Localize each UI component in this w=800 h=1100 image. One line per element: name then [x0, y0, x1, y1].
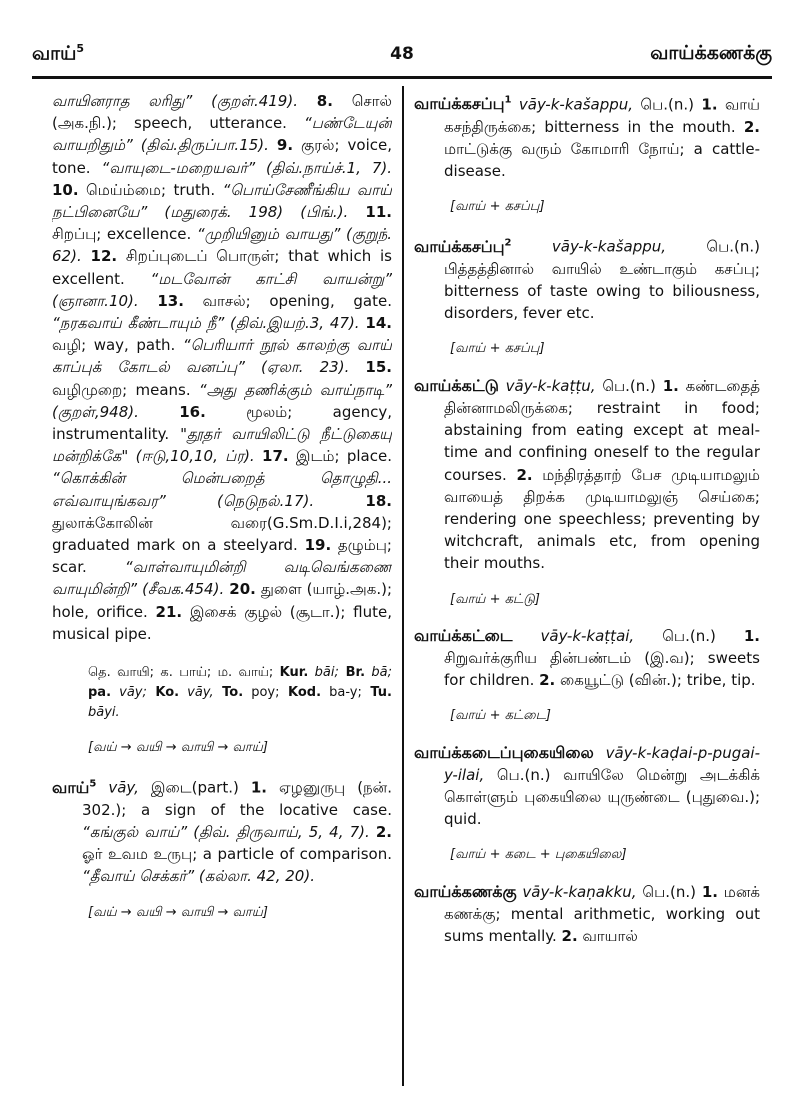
- entry-vaykkasappu1: [414, 90, 760, 182]
- entry-vaykkattu: [414, 375, 760, 575]
- sense-number: 9.: [276, 136, 294, 155]
- headword: [414, 626, 512, 645]
- etymology: [வய் → வயி → வாயி → வாய்]: [88, 740, 268, 756]
- text-run: [139, 403, 179, 421]
- text-run: மந்திரத்தாற் பேச முடியாமலும் வாயைத் திறக்க முடியாமலுஞ் செய்கை; rendering one speechless; preventing by witchcraft, animals etc, from opening their mouths.: [444, 465, 760, 573]
- text-run: ஏழனுருபு (நன். 302.); a sign of the locative case.: [82, 778, 392, 819]
- italic-text: "தூதர் வாயிலிட்டு நீட்டுகையு மன்றிக்கே" (ஈடு,10,10, ப்ர).: [52, 425, 392, 466]
- text-run: மாட்டுக்கு வரும் கோமாரி நோய்; a cattle-disease.: [444, 139, 760, 180]
- headword: [414, 882, 517, 901]
- headword-text: வாய்க்கட்டு: [414, 375, 499, 395]
- text-run: பெ.(n.): [636, 882, 702, 901]
- italic-text: “பண்டேயுன் வாயறிதும்” (திவ்.திருப்பா.15).: [52, 114, 392, 155]
- entry-vaykkanakku: [414, 881, 760, 948]
- headword-text: வாய்க்கணக்கு: [414, 881, 517, 901]
- sense-number: 10.: [52, 180, 79, 199]
- sense-number: 12.: [90, 247, 118, 266]
- entry-continuation: [52, 90, 392, 645]
- sense-number: 18.: [365, 491, 392, 510]
- italic-text: bāyi.: [88, 705, 120, 721]
- cognates: [88, 663, 392, 723]
- sense-number: 2.: [539, 671, 556, 690]
- text-run: [255, 447, 262, 465]
- etymology: [வய் → வயி → வாயி → வாய்]: [88, 904, 268, 920]
- italic-text: “வாள்வாயுமின்றி வடிவெங்கணை வாயுமின்றி” (சீவக.454).: [52, 558, 392, 599]
- running-head-left-word: வாய்: [32, 42, 77, 65]
- sense-number: Br.: [338, 665, 366, 681]
- italic-text: “கங்குல் வாய்” (திவ். திருவாய், 5, 4, 7).: [82, 823, 370, 842]
- sense-number: 1.: [701, 882, 718, 901]
- sense-number: 1.: [662, 376, 679, 395]
- headword-homonym-number: 5: [89, 778, 97, 790]
- text-run: கண்டதைத் தின்னாமலிருக்கை; restraint in food; abstaining from eating except at meal-time and confining oneself to the regular courses.: [444, 376, 760, 484]
- column-divider: [402, 86, 404, 1086]
- italic-text: vāy-k-kaḍai-p-pugai-y-ilai,: [444, 743, 760, 784]
- page-header: [32, 40, 772, 74]
- headword-text: வாய்க்கட்டை: [414, 625, 513, 645]
- sense-number: 1.: [701, 95, 718, 114]
- sense-number: 19.: [304, 536, 332, 555]
- sense-number: pa.: [88, 685, 112, 701]
- headword-text: வாய்க்கடைப்புகையிலை: [414, 742, 594, 762]
- text-run: மனக் கணக்கு; mental arithmetic, working out sums mentally.: [444, 882, 760, 945]
- text-run: வாய் கசந்திருக்கை; bitterness in the mouth.: [444, 95, 760, 136]
- sense-number: 8.: [316, 92, 333, 110]
- text-run: பெ.(n.): [633, 95, 702, 114]
- text-run: [298, 92, 317, 110]
- text-run: சிறப்புடைப் பொருள்; that which is excellent.: [52, 247, 392, 288]
- right-column: [414, 90, 760, 947]
- text-run: இசைக் குழல் (சூடா.); flute, musical pipe.: [52, 602, 392, 643]
- italic-text: vāy,: [179, 685, 214, 701]
- text-run: கையூட்டு (வின்.); tribe, tip.: [555, 671, 756, 690]
- text-run: இடை(part.): [138, 778, 251, 797]
- etymology: [வாய் + கசப்பு]: [450, 341, 545, 357]
- text-run: துலாக்கோலின் வரை(G.Sm.D.I.i,284); graduated mark on a steelyard.: [52, 513, 392, 555]
- sense-number: 17.: [262, 447, 289, 466]
- entry-vaykkattai: [414, 625, 760, 692]
- etymology: [வாய் + கடை + புகையிலை]: [450, 847, 627, 863]
- text-run: [349, 358, 365, 376]
- text-run: [139, 292, 158, 310]
- sense-number: Kur.: [279, 665, 309, 681]
- left-column: [52, 90, 392, 924]
- text-run: வழி; way, path.: [52, 336, 183, 355]
- text-run: வழிமுறை; means.: [52, 380, 199, 399]
- text-run: பெ.(n.) பித்தத்தினால் வாயில் உண்டாகும் கசப்பு; bitterness of taste owing to biliousness, disorders, fever etc.: [444, 237, 760, 323]
- text-run: poy;: [243, 685, 280, 701]
- text-run: சொல் (அக.நி.); speech, utterance.: [52, 92, 392, 133]
- sense-number: To.: [213, 685, 244, 701]
- headword: [414, 94, 512, 113]
- sense-number: 2.: [561, 926, 578, 945]
- sense-number: 11.: [365, 203, 392, 222]
- text-run: ba-y;: [321, 685, 362, 701]
- entry-vay5: [52, 773, 392, 887]
- italic-text: bāi;: [308, 665, 339, 681]
- italic-text: “தீவாய் செக்கர்” (கல்லா. 42, 20).: [82, 867, 315, 886]
- italic-text: vāy-k-kaṭṭai,: [512, 626, 635, 645]
- italic-text: “நரகவாய் கீண்டாயும் நீ” (திவ்.இயற்.3, 47).: [52, 314, 360, 333]
- text-run: பெ.(n.): [634, 626, 744, 645]
- text-run: சிறப்பு; excellence.: [52, 225, 197, 244]
- sense-number: 1.: [743, 626, 760, 645]
- text-run: ஓர் உவம உருபு; a particle of comparison.: [82, 845, 392, 864]
- sense-number: 20.: [229, 580, 256, 599]
- headword: [414, 743, 594, 762]
- italic-text: வாயினராத லரிது” (குறள்.419).: [52, 92, 298, 110]
- italic-text: “பொய்சேணீங்கிய வாய் நட்பினையே” (மதுரைக். 198) (பிங்.).: [52, 180, 392, 222]
- sense-number: 2.: [743, 117, 760, 136]
- sense-number: 15.: [365, 358, 392, 377]
- page-number: 48: [390, 44, 414, 64]
- text-run: மெய்ம்மை; truth.: [78, 180, 223, 199]
- running-head-right: வாய்க்கணக்கு: [650, 42, 772, 64]
- italic-text: “வாயுடை-மறையவர்” (திவ்.நாய்ச்.1, 7).: [101, 158, 392, 177]
- sense-number: 16.: [179, 402, 206, 421]
- text-run: [314, 492, 365, 510]
- entry-vaykkadaippugaiyilai: [414, 742, 760, 831]
- sense-number: 2.: [516, 465, 533, 484]
- sense-number: 14.: [365, 314, 392, 333]
- italic-text: vāy-k-kašappu,: [511, 95, 634, 114]
- headword-text: வாய்க்கசப்பு: [414, 236, 505, 256]
- italic-text: “அது தணிக்கும் வாய்நாடி” (குறள்,948).: [52, 380, 392, 421]
- italic-text: bā;: [365, 665, 392, 681]
- etymology: [வாய் + கட்டை]: [450, 708, 551, 724]
- text-run: சிறுவர்க்குரிய தின்பண்டம் (இ.வ); sweets for children.: [444, 648, 760, 690]
- sense-number: Kod.: [279, 685, 322, 701]
- sense-number: 21.: [155, 602, 183, 621]
- headword-homonym-number: 1: [504, 95, 512, 106]
- italic-text: vāy-k-kaṇakku,: [516, 882, 637, 901]
- headword: [414, 237, 512, 256]
- headword-text: வாய்: [52, 777, 90, 797]
- italic-text: “பெரியார் நூல் காலற்கு வாய் காப்புக் கோடல் வனப்பு” (ஏலா. 23).: [52, 336, 392, 377]
- text-run: பெ.(n.): [595, 376, 663, 395]
- etymology: [வாய் + கட்டு]: [450, 591, 540, 607]
- italic-text: “முறியினும் வாயது” (குறுந். 62).: [52, 225, 392, 266]
- italic-text: vāy,: [96, 778, 139, 797]
- text-run: [82, 247, 91, 265]
- headword-text: வாய்க்கசப்பு: [414, 94, 505, 114]
- sense-number: 2.: [375, 823, 392, 842]
- italic-text: vāy-k-kaṭṭu,: [498, 376, 596, 395]
- text-run: மூலம்; agency, instrumentality.: [52, 402, 392, 444]
- italic-text: “கொக்கின் மென்பறைத் தொழுதி... எவ்வாயுங்கவர” (நெடுநல்.17).: [52, 469, 392, 510]
- etymology: [வாய் + கசப்பு]: [450, 199, 545, 215]
- headword: [52, 778, 96, 797]
- italic-text: vāy-k-kašappu,: [511, 237, 667, 256]
- text-run: வாசல்; opening, gate.: [183, 291, 392, 310]
- sense-number: Tu.: [361, 685, 392, 701]
- sense-number: 1.: [250, 778, 267, 797]
- text-run: தெ. வாயி; க. பாய்; ம. வாய்;: [88, 665, 280, 681]
- text-run: குரல்; voice, tone.: [52, 136, 392, 177]
- italic-text: “மடவோன் காட்சி வாயன்று” (ஞானா.10).: [52, 269, 392, 310]
- text-run: துளை (யாழ்.அக.); hole, orifice.: [52, 580, 392, 621]
- header-rule: [32, 76, 772, 79]
- text-run: இடம்; place.: [288, 447, 392, 466]
- sense-number: Ko.: [146, 685, 180, 701]
- text-run: பெ.(n.) வாயிலே மென்று அடக்கிக் கொள்ளும் புகையிலை யுருண்டை (புதுவை.); quid.: [444, 765, 760, 829]
- text-run: வாயால்: [577, 926, 638, 945]
- text-run: [348, 203, 365, 221]
- text-run: தழும்பு; scar.: [52, 536, 392, 577]
- headword: [414, 376, 499, 395]
- running-head-left-sup: 5: [76, 42, 85, 55]
- text-run: [269, 136, 277, 154]
- sense-number: 13.: [157, 291, 184, 310]
- headword-homonym-number: 2: [504, 237, 512, 249]
- entry-vaykkasappu2: [414, 232, 760, 324]
- italic-text: vāy;: [111, 685, 147, 701]
